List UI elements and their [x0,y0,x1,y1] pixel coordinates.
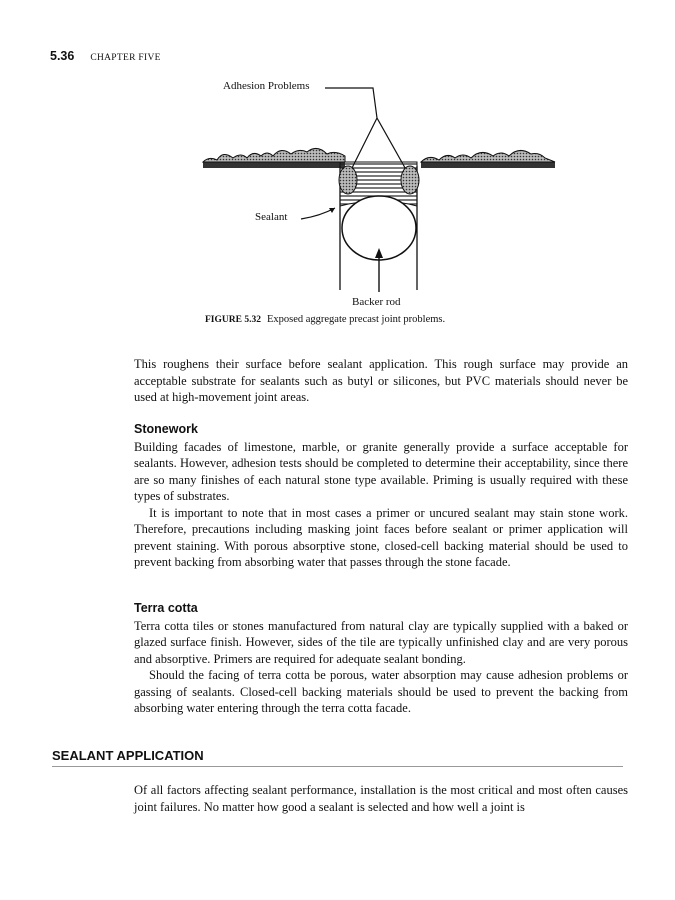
label-sealant: Sealant [255,211,288,223]
stonework-section [134,421,628,571]
intro-paragraph: This roughens their surface before sealant application. This rough surface may provide an acceptable substrate for sealants such as butyl or silicones, but PVC materials should never be used at high-movement joint areas. [134,357,628,404]
chapter-title: CHAPTER FIVE [90,53,161,63]
stonework-paragraph-1: Building facades of limestone, marble, or granite generally provide a surface acceptable for sealants. However, adhesion tests should be completed to determine their acceptability, since there are so many finishes of each natural stone type available. Priming is usually required with these types of substrates. [134,439,628,503]
figure-joint-diagram [195,74,565,314]
left-aggregate [203,148,345,162]
figure-number: FIGURE 5.32 [205,315,261,325]
intro-text [134,356,628,406]
label-adhesion-problems: Adhesion Problems [223,80,310,92]
running-header [50,47,161,65]
page-number: 5.36 [50,49,75,63]
sealant-application-paragraph: Of all factors affecting sealant performance, installation is the most critical and most often causes joint failures. No matter how good a sealant is selected and how well a joint is [134,783,628,814]
left-panel-surface [203,162,345,168]
terra-cotta-heading: Terra cotta [134,601,198,615]
right-aggregate [421,150,555,162]
sealant-application-heading: SEALANT APPLICATION [52,748,623,767]
stonework-paragraph-2: It is important to note that in most cases a primer or uncured sealant may stain stone work. Therefore, precautions including masking joint faces before sealant or primer application will prevent staining. With porous absorptive stone, closed-cell backing material should be used to prevent backing from absorbing water that passes through the stone facade. [134,505,628,569]
stonework-heading: Stonework [134,422,198,436]
sealant-application-section [134,782,628,815]
adhesion-void-left [339,166,357,194]
terra-cotta-paragraph-2: Should the facing of terra cotta be porous, water absorption may cause adhesion problems or gassing of sealants. Closed-cell backing materials should be used to prevent the backing from absorbing water entering through the terra cotta facade. [134,668,628,715]
terra-cotta-paragraph-1: Terra cotta tiles or stones manufactured from natural clay are typically supplied with a baked or glazed surface finish. However, sides of the tile are typically unfinished clay and are very porous and absorptive. Primers are required for adequate sealant bonding. [134,618,628,666]
label-backer-rod: Backer rod [352,296,401,308]
joint-diagram-illustration [195,74,565,314]
adhesion-void-right [401,166,419,194]
figure-caption-text: Exposed aggregate precast joint problems. [266,314,446,325]
terra-cotta-section [134,600,628,717]
right-panel-surface [421,162,555,168]
figure-caption [205,314,445,325]
